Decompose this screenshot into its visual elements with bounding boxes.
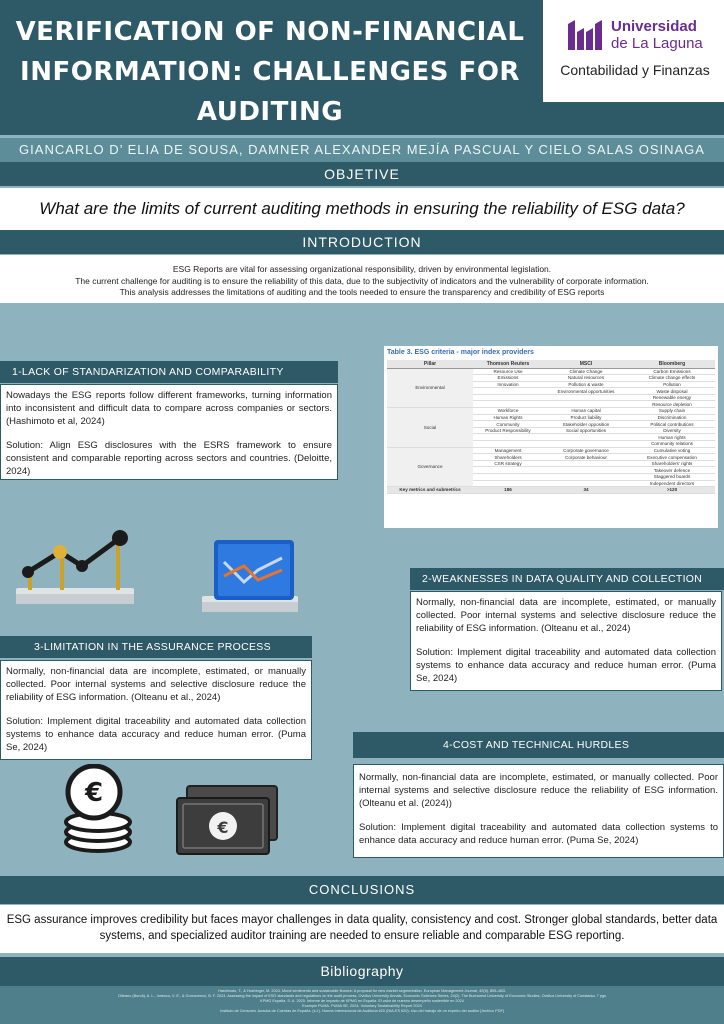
svg-text:€: € bbox=[217, 818, 229, 837]
table-header-pillar: Pillar bbox=[387, 360, 473, 368]
table-cell: Stakeholder opposition bbox=[543, 421, 629, 428]
table-cell bbox=[473, 401, 543, 408]
table-cell: Waste disposal bbox=[629, 388, 715, 395]
table-pillar-cell: Environmental bbox=[387, 368, 473, 408]
table-cell: Human rights bbox=[629, 434, 715, 441]
section-3-problem: Normally, non-financial data are incomplete, estimated, or manually collected. Poor internal systems and selective disclosure reduce the reliability of ESG information. (Olteanu et al., 2024) bbox=[6, 666, 306, 703]
table-cell: Independent directors bbox=[629, 480, 715, 487]
table-row bbox=[387, 368, 715, 375]
table-cell: Staggered boards bbox=[629, 474, 715, 481]
table-cell: Supply chain bbox=[629, 408, 715, 415]
table-cell bbox=[473, 467, 543, 474]
table-header-msci: MSCI bbox=[543, 360, 629, 368]
table-cell: Emissions bbox=[473, 375, 543, 382]
section-1-solution: Solution: Align ESG disclosures with the ESRS framework to ensure consistent and comparable reporting across sectors and countries. (Deloitte, 2024) bbox=[6, 440, 332, 477]
table-cell: Corporate behaviour bbox=[543, 454, 629, 461]
table-pillar-cell: Governance bbox=[387, 447, 473, 487]
university-name-line-2: de La Laguna bbox=[611, 35, 703, 52]
table-cell bbox=[543, 441, 629, 448]
table-total-cell: 186 bbox=[473, 487, 543, 494]
table-cell: Political contributions bbox=[629, 421, 715, 428]
table-total-cell: >120 bbox=[629, 487, 715, 494]
objective-question: What are the limits of current auditing methods in ensuring the reliability of ESG data? bbox=[0, 188, 724, 230]
section-4-body bbox=[353, 764, 724, 858]
table-cell: Renewable energy bbox=[629, 394, 715, 401]
table-cell: CSR strategy bbox=[473, 460, 543, 467]
conclusions-heading: CONCLUSIONS bbox=[0, 876, 724, 904]
euro-coins-icon bbox=[58, 764, 138, 854]
table-cell: Community relations bbox=[629, 441, 715, 448]
table-total-cell: 34 bbox=[543, 487, 629, 494]
authors-bar: GIANCARLO D’ ELIA DE SOUSA, DAMNER ALEXANDER MEJÍA PASCUAL Y CIELO SALAS OSINAGA bbox=[0, 138, 724, 162]
table-cell bbox=[473, 474, 543, 481]
section-2-problem: Normally, non-financial data are incomplete, estimated, or manually collected. Poor internal systems and selective disclosure reduce the reliability of ESG information. (Olteanu et al., 2024) bbox=[416, 597, 716, 634]
table-header-bloomberg: Bloomberg bbox=[629, 360, 715, 368]
section-2-title: 2-WEAKNESSES IN DATA QUALITY AND COLLECTION bbox=[410, 568, 724, 590]
table-cell: Resource Use bbox=[473, 368, 543, 375]
line-chart-illustration bbox=[14, 528, 138, 608]
table-cell: Shareholders bbox=[473, 454, 543, 461]
objective-heading: OBJETIVE bbox=[0, 162, 724, 186]
table-cell: Workforce bbox=[473, 408, 543, 415]
section-1-problem: Nowadays the ESG reports follow different frameworks, turning information into inconsistent and difficult data to compare across companies or sectors. (Hashimoto et al, 2024) bbox=[6, 390, 332, 427]
table-cell: Climate change effects bbox=[629, 375, 715, 382]
table-cell bbox=[473, 434, 543, 441]
table-body bbox=[387, 368, 715, 493]
table-cell: Product liability bbox=[543, 414, 629, 421]
university-logo-icon bbox=[568, 20, 602, 50]
table-cell bbox=[543, 460, 629, 467]
introduction-text bbox=[0, 255, 724, 303]
section-3-title: 3-LIMITATION IN THE ASSURANCE PROCESS bbox=[0, 636, 312, 658]
table-cell: Carbon Emissions bbox=[629, 368, 715, 375]
table-cell: Executive compensation bbox=[629, 454, 715, 461]
intro-line-2: The current challenge for auditing is to ensure the reliability of this data, due to the subjectivity of indicators and the vulnerability of corporate information. bbox=[75, 275, 649, 286]
section-1-title: 1-LACK OF STANDARIZATION AND COMPARABILITY bbox=[0, 361, 338, 383]
table-row bbox=[387, 408, 715, 415]
esg-criteria-table-figure bbox=[384, 346, 718, 528]
bibliography-entry: Instituto de Censores Jurados de Cuentas de España. (s.f.). Norma Internacional de Auditoría 620 (NIA-ES 620): Uso del trabajo de un experto del auditor [Archivo PDF] bbox=[220, 1009, 504, 1013]
table-cell: Discrimination bbox=[629, 414, 715, 421]
table-cell: Community bbox=[473, 421, 543, 428]
bibliography-entry: Example PUMA. PUMA SE. 2024. Voluntary Sustainability Report 2024 bbox=[302, 1004, 422, 1008]
table-total-cell: Key metrics and submetrics bbox=[387, 487, 473, 494]
section-4-title: 4-COST AND TECHNICAL HURDLES bbox=[353, 732, 724, 758]
table-cell: Pollution & waste bbox=[543, 381, 629, 388]
conclusions-text: ESG assurance improves credibility but faces mayor challenges in data quality, consistency and cost. Stronger global standards, better data systems, and specialized auditor training are needed to ensure reliable and comparable ESG reporting. bbox=[0, 905, 724, 953]
table-pillar-cell: Social bbox=[387, 408, 473, 448]
table-cell bbox=[543, 474, 629, 481]
bibliography-entry: Hashimoto, T., & Hoshinger, M. 2024. Moral sentiments and sustainable finance: A proposal for new market segmentation. European Management Journal, 42(6), 855–863. bbox=[218, 989, 506, 993]
table-cell bbox=[473, 394, 543, 401]
bibliography-entry: KPMG España. S. A. 2025. Informe de impacto de KPMG en España. El valor de nuestro desempeño sostenible en 2024 bbox=[260, 999, 464, 1003]
banknotes-icon bbox=[175, 784, 281, 856]
esg-criteria-table bbox=[387, 360, 715, 494]
section-4-solution: Solution: Implement digital traceability and automated data collection systems to enhance data accuracy and reduce human error. (Puma Se, 2024) bbox=[359, 822, 718, 846]
introduction-heading: INTRODUCTION bbox=[0, 230, 724, 254]
poster-title bbox=[10, 12, 530, 132]
table-header-thomson: Thomson Reuters bbox=[473, 360, 543, 368]
title-line-3: AUDITING bbox=[196, 97, 344, 127]
table-caption: Table 3. ESG criteria - major index providers bbox=[387, 349, 534, 356]
department-name: Contabilidad y Finanzas bbox=[560, 62, 710, 78]
table-cell bbox=[543, 401, 629, 408]
monitor-chart-illustration bbox=[200, 536, 304, 616]
poster-header bbox=[0, 0, 724, 135]
table-cell: Innovation bbox=[473, 381, 543, 388]
table-cell: Natural resources bbox=[543, 375, 629, 382]
table-cell: Takeover defence bbox=[629, 467, 715, 474]
bibliography-entry: Olteanu (Burcă), A. L., Ionescu, V. E., & Gumovenco, B. F. 2024. Assessing the impact of ESG standards and regulations on the audit process. Ovidius University Annals, Economic Sciences Series, 24(2). The Bucharest University of Economic Studies, Ovidius University of Constanța. 7 pgs bbox=[118, 994, 606, 998]
title-line-1: VERIFICATION OF NON-FINANCIAL bbox=[15, 17, 525, 47]
section-2-solution: Solution: Implement digital traceability and automated data collection systems to enhance data accuracy and reduce human error. (Puma Se, 2024) bbox=[416, 647, 716, 684]
section-3-solution: Solution: Implement digital traceability and automated data collection systems to enhance data accuracy and reduce human error. (Puma Se, 2024) bbox=[6, 716, 306, 753]
section-2-body bbox=[410, 591, 722, 691]
table-cell: Cumulative voting bbox=[629, 447, 715, 454]
title-line-2: INFORMATION: CHALLENGES FOR bbox=[20, 57, 520, 87]
table-cell: Shareholders' rights bbox=[629, 460, 715, 467]
table-cell bbox=[543, 480, 629, 487]
table-cell bbox=[473, 480, 543, 487]
table-cell: Product Responsibility bbox=[473, 427, 543, 434]
table-cell: Environmental opportunities bbox=[543, 388, 629, 395]
table-cell bbox=[473, 441, 543, 448]
table-cell: Resource depletion bbox=[629, 401, 715, 408]
table-cell: Social opportunities bbox=[543, 427, 629, 434]
section-1-body bbox=[0, 384, 338, 480]
university-name bbox=[611, 18, 703, 52]
university-logo-box bbox=[543, 0, 724, 102]
table-cell: Pollution bbox=[629, 381, 715, 388]
table-total-row bbox=[387, 487, 715, 494]
table-cell: Management bbox=[473, 447, 543, 454]
section-4-problem: Normally, non-financial data are incomplete, estimated, or manually collected. Poor internal systems and selective disclosure reduce the reliability of ESG information. (Olteanu et al. (2024)) bbox=[359, 772, 718, 809]
table-cell bbox=[473, 388, 543, 395]
bibliography-list bbox=[0, 986, 724, 1024]
section-3-body bbox=[0, 660, 312, 760]
table-cell: Diversity bbox=[629, 427, 715, 434]
bibliography-heading: Bibliography bbox=[0, 957, 724, 986]
table-row bbox=[387, 447, 715, 454]
table-cell: Human Rights bbox=[473, 414, 543, 421]
intro-line-1: ESG Reports are vital for assessing organizational responsibility, driven by environmental legislation. bbox=[172, 264, 552, 274]
table-cell bbox=[543, 394, 629, 401]
intro-line-3: This analysis addresses the limitations of auditing and the tools needed to ensure the transparency and credibility of ESG reports bbox=[119, 287, 605, 297]
table-cell: Corporate governance bbox=[543, 447, 629, 454]
table-cell: Human capital bbox=[543, 408, 629, 415]
table-cell bbox=[543, 434, 629, 441]
svg-text:€: € bbox=[84, 778, 104, 808]
table-cell: Climate Change bbox=[543, 368, 629, 375]
table-cell bbox=[543, 467, 629, 474]
university-name-line-1: Universidad bbox=[611, 18, 697, 35]
